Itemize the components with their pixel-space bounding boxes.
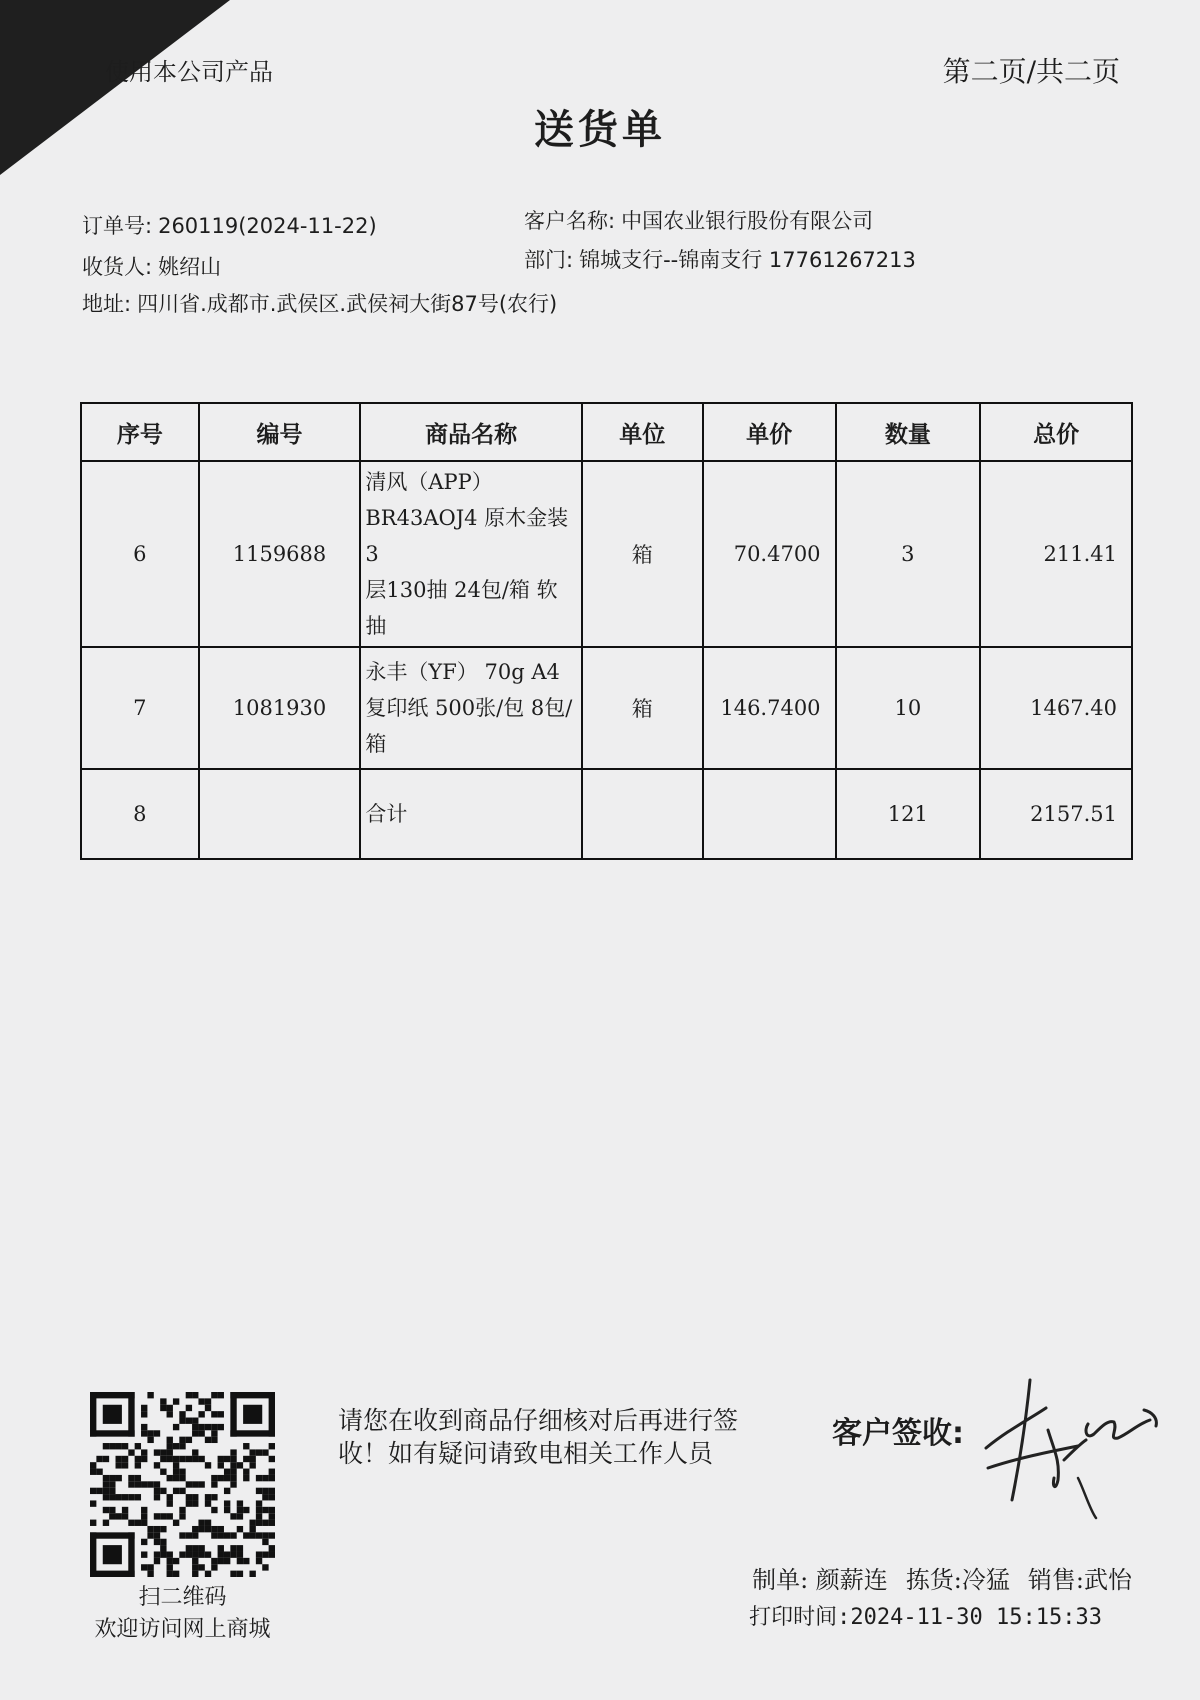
- cell-total: 1467.40: [980, 647, 1132, 769]
- product-name-line: 箱: [365, 732, 387, 756]
- col-header-unit: 单位: [582, 403, 703, 461]
- cell-seq: 7: [81, 647, 199, 769]
- staff-line: [734, 1560, 1132, 1595]
- col-header-price: 单价: [703, 403, 836, 461]
- receiver: [82, 251, 221, 281]
- customer-name-label: 客户名称:: [524, 209, 616, 233]
- cell-unit: 箱: [582, 461, 703, 647]
- department-value: 锦城支行--锦南支行 17761267213: [579, 248, 916, 272]
- picker: 拣货:冷猛: [905, 1566, 1010, 1594]
- col-header-total: 总价: [980, 403, 1132, 461]
- col-header-seq: 序号: [81, 403, 199, 461]
- qr-caption-mall: 欢迎访问网上商城: [94, 1617, 271, 1642]
- table-total-row: [81, 769, 1132, 859]
- cell-unit-empty: [582, 769, 703, 859]
- table-row: [81, 461, 1132, 647]
- print-time: 打印时间:2024-11-30 15:15:33: [749, 1605, 1102, 1630]
- table-row: [81, 647, 1132, 769]
- maker: 制单: 颜薪连: [752, 1566, 888, 1594]
- cell-price: 70.4700: [703, 461, 836, 647]
- receiver-value: 姚绍山: [158, 255, 222, 279]
- qr-caption-scan: 扫二维码: [138, 1585, 227, 1610]
- cell-code-empty: [199, 769, 361, 859]
- product-name-line: BR43AOJ4 原木金装3: [365, 506, 569, 566]
- cell-code: 1159688: [199, 461, 361, 647]
- customer-name: [524, 205, 873, 235]
- cell-qty: 3: [836, 461, 981, 647]
- col-header-code: 编号: [199, 403, 361, 461]
- cell-price: 146.7400: [703, 647, 836, 769]
- cell-seq: 6: [81, 461, 199, 647]
- header-slogan: 使用本公司产品: [105, 58, 273, 86]
- cell-unit: 箱: [582, 647, 703, 769]
- order-number-label: 订单号:: [82, 214, 153, 238]
- items-table: [80, 402, 1133, 860]
- cell-qty: 10: [836, 647, 981, 769]
- address: [82, 288, 557, 318]
- cell-total-qty: 121: [836, 769, 981, 859]
- cell-total-label: 合计: [360, 769, 582, 859]
- col-header-name: 商品名称: [360, 403, 582, 461]
- receipt-notice: 请您在收到商品仔细核对后再进行签收！如有疑问请致电相关工作人员: [338, 1406, 739, 1468]
- department: [524, 244, 916, 274]
- cell-total: 211.41: [980, 461, 1132, 647]
- cell-seq: 8: [81, 769, 199, 859]
- customer-sign-label: 客户签收:: [832, 1416, 964, 1451]
- page-indicator: 第二页/共二页: [942, 55, 1120, 88]
- col-header-qty: 数量: [836, 403, 981, 461]
- receiver-label: 收货人:: [82, 255, 153, 279]
- customer-name-value: 中国农业银行股份有限公司: [621, 209, 874, 233]
- order-number-value: 260119(2024-11-22): [158, 214, 377, 238]
- department-label: 部门:: [524, 248, 574, 272]
- address-label: 地址:: [82, 292, 132, 316]
- product-name-line: 清风（APP）: [365, 470, 493, 494]
- product-name-line: 层130抽 24包/箱 软抽: [365, 578, 558, 638]
- table-header-row: [81, 403, 1132, 461]
- document-title: 送货单: [534, 107, 666, 153]
- address-value: 四川省.成都市.武侯区.武侯祠大街87号(农行): [137, 292, 558, 316]
- cell-product-name: [360, 647, 582, 769]
- cell-price-empty: [703, 769, 836, 859]
- cell-code: 1081930: [199, 647, 361, 769]
- product-name-line: 复印纸 500张/包 8包/: [365, 696, 573, 720]
- cell-grand-total: 2157.51: [980, 769, 1132, 859]
- product-name-line: 永丰（YF） 70g A4: [365, 660, 560, 684]
- qr-code-icon: [90, 1392, 275, 1577]
- order-number: [82, 210, 377, 240]
- cell-product-name: [360, 461, 582, 647]
- sales: 销售:武怡: [1027, 1566, 1132, 1594]
- handwritten-signature: [968, 1360, 1168, 1520]
